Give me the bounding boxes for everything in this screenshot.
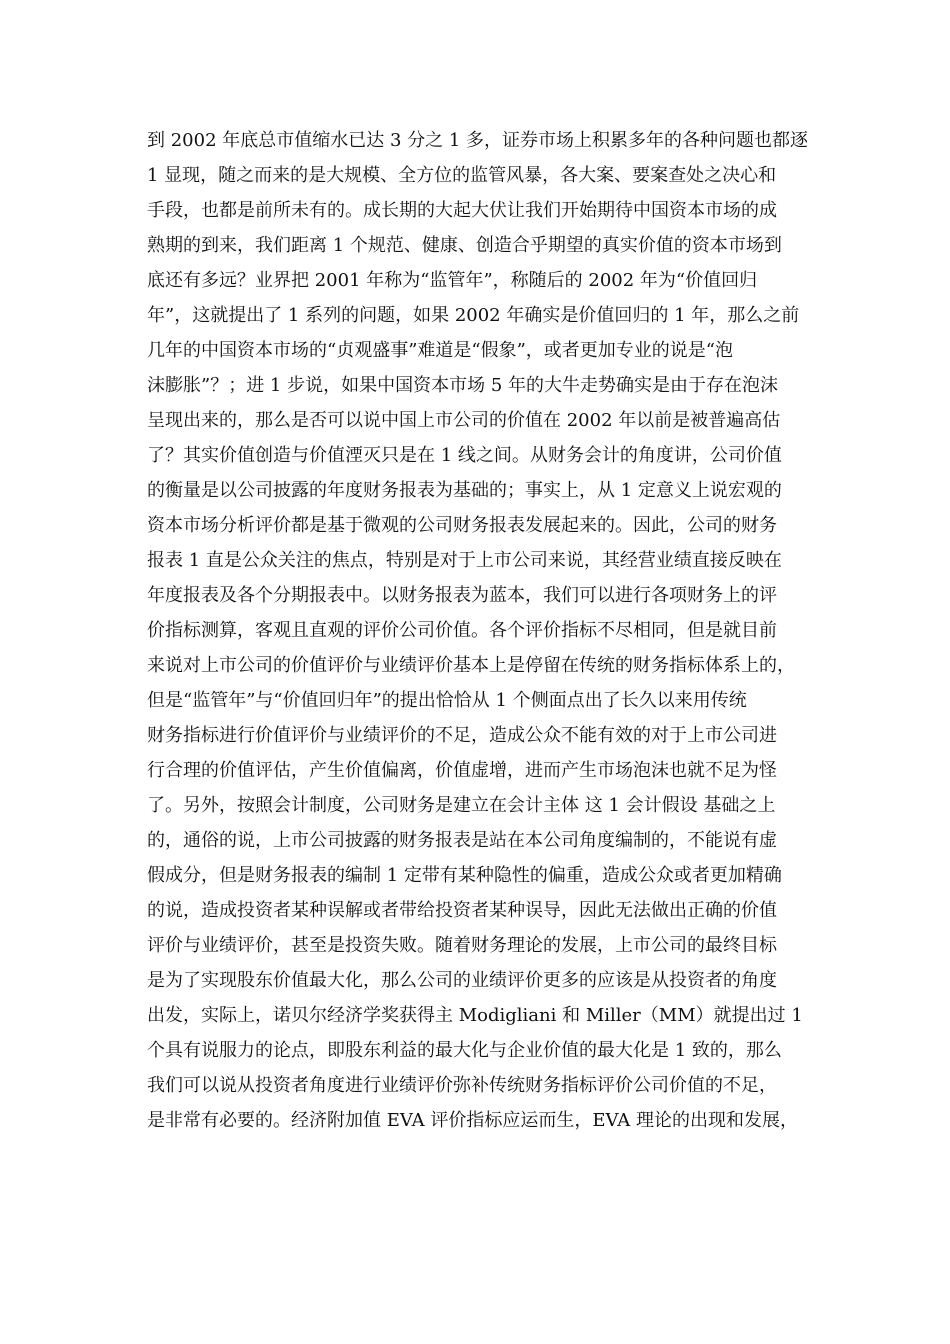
text-line: 报表 1 直是公众关注的焦点，特别是对于上市公司来说，其经营业绩直接反映在 xyxy=(147,550,782,571)
text-line: 的，通俗的说，上市公司披露的财务报表是站在本公司角度编制的，不能说有虚 xyxy=(147,830,777,851)
text-line: 资本市场分析评价都是基于微观的公司财务报表发展起来的。因此，公司的财务 xyxy=(147,515,777,536)
text-line: 呈现出来的，那么是否可以说中国上市公司的价值在 2002 年以前是被普遍高估 xyxy=(147,410,781,431)
text-line: 财务指标进行价值评价与业绩评价的不足，造成公众不能有效的对于上市公司进 xyxy=(147,725,777,746)
text-line: 手段，也都是前所未有的。成长期的大起大伏让我们开始期待中国资本市场的成 xyxy=(147,200,777,221)
text-line: 年度报表及各个分期报表中。以财务报表为蓝本，我们可以进行各项财务上的评 xyxy=(147,585,777,606)
text-line: 是为了实现股东价值最大化，那么公司的业绩评价更多的应该是从投资者的角度 xyxy=(147,970,777,991)
text-line: 行合理的价值评估，产生价值偏离，价值虚增，进而产生市场泡沫也就不足为怪 xyxy=(147,760,777,781)
text-line: 几年的中国资本市场的“贞观盛事”难道是“假象”，或者更加专业的说是“泡 xyxy=(147,340,734,361)
text-line: 的说，造成投资者某种误解或者带给投资者某种误导，因此无法做出正确的价值 xyxy=(147,900,777,921)
text-line: 我们可以说从投资者角度进行业绩评价弥补传统财务指标评价公司价值的不足， xyxy=(147,1075,777,1096)
text-line: 到 2002 年底总市值缩水已达 3 分之 1 多，证券市场上积累多年的各种问题也都逐 xyxy=(147,130,809,151)
text-line: 假成分，但是财务报表的编制 1 定带有某种隐性的偏重，造成公众或者更加精确 xyxy=(147,865,782,886)
text-line: 底还有多远？业界把 2001 年称为“监管年”，称随后的 2002 年为“价值回归 xyxy=(147,270,758,291)
text-line: 是非常有必要的。经济附加值 EVA 评价指标应运而生，EVA 理论的出现和发展， xyxy=(147,1110,798,1131)
text-line: 了。另外，按照会计制度，公司财务是建立在会计主体 这 1 会计假设 基础之上 xyxy=(147,795,776,816)
text-line: 个具有说服力的论点，即股东利益的最大化与企业价值的最大化是 1 致的，那么 xyxy=(147,1040,782,1061)
text-line: 沫膨胀”？；进 1 步说，如果中国资本市场 5 年的大牛走势确实是由于存在泡沫 xyxy=(147,375,778,396)
text-line: 但是“监管年”与“价值回归年”的提出恰恰从 1 个侧面点出了长久以来用传统 xyxy=(147,690,747,711)
text-line: 价指标测算，客观且直观的评价公司价值。各个评价指标不尽相同，但是就目前 xyxy=(147,620,777,641)
text-line: 熟期的到来，我们距离 1 个规范、健康、创造合乎期望的真实价值的资本市场到 xyxy=(147,235,782,256)
text-line: 评价与业绩评价，甚至是投资失败。随着财务理论的发展，上市公司的最终目标 xyxy=(147,935,777,956)
body-paragraph xyxy=(147,123,827,1138)
text-line: 年”，这就提出了 1 系列的问题，如果 2002 年确实是价值回归的 1 年，那么之前 xyxy=(147,305,800,326)
text-line: 的衡量是以公司披露的年度财务报表为基础的；事实上，从 1 定意义上说宏观的 xyxy=(147,480,782,501)
text-line: 来说对上市公司的价值评价与业绩评价基本上是停留在传统的财务指标体系上的， xyxy=(147,655,795,676)
text-line: 1 显现，随之而来的是大规模、全方位的监管风暴，各大案、要案查处之决心和 xyxy=(147,165,777,186)
text-line: 了？其实价值创造与价值湮灭只是在 1 线之间。从财务会计的角度讲，公司价值 xyxy=(147,445,782,466)
text-line: 出发，实际上，诺贝尔经济学奖获得主 Modigliani 和 Miller（MM）就提出过 1 xyxy=(147,1005,803,1026)
